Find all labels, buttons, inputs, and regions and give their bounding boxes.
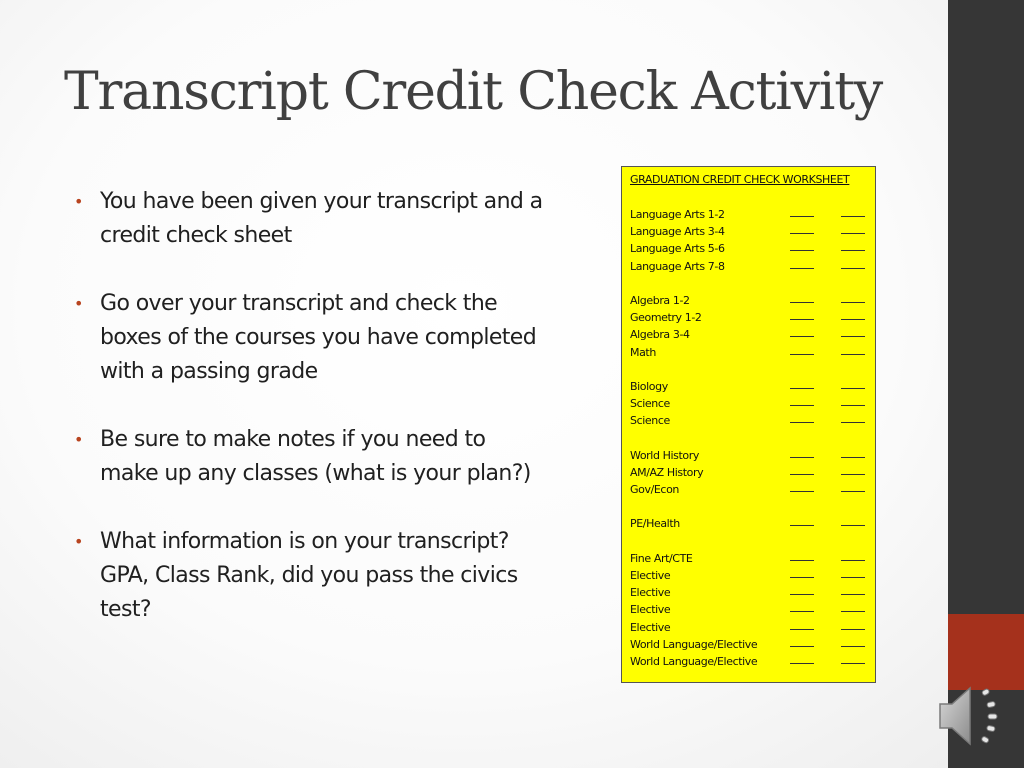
bullet-list — [74, 185, 544, 661]
worksheet-blank-line — [790, 250, 814, 251]
worksheet-blank-line — [790, 525, 814, 526]
worksheet-blank-line — [841, 611, 865, 612]
worksheet-spacer — [630, 275, 867, 292]
worksheet-blank-line — [790, 560, 814, 561]
worksheet-blank-line — [841, 250, 865, 251]
worksheet-course-row — [630, 636, 867, 653]
worksheet-blank-line — [841, 268, 865, 269]
worksheet-blank-line — [790, 422, 814, 423]
worksheet-blank-line — [841, 525, 865, 526]
worksheet-blank-line — [790, 629, 814, 630]
bullet-item — [74, 423, 544, 491]
worksheet-blank-line — [790, 354, 814, 355]
worksheet-course-row — [630, 206, 867, 223]
worksheet-course-label: AM/AZ History — [630, 465, 704, 479]
worksheet-course-label: Science — [630, 397, 670, 411]
worksheet-spacer — [630, 361, 867, 378]
speaker-icon[interactable] — [938, 682, 1008, 748]
worksheet-course-list — [630, 206, 867, 670]
worksheet-blank-line — [841, 560, 865, 561]
worksheet-course-row — [630, 601, 867, 618]
speaker-icon-graphic — [938, 682, 1008, 748]
worksheet-course-label: PE/Health — [630, 517, 680, 531]
worksheet-course-label: Elective — [630, 620, 671, 634]
worksheet-course-label: World Language/Elective — [630, 654, 758, 668]
worksheet-course-label: Language Arts 7-8 — [630, 259, 725, 273]
credit-check-worksheet-image — [621, 166, 876, 683]
worksheet-course-row — [630, 258, 867, 275]
worksheet-spacer — [630, 533, 867, 550]
worksheet-course-label: Language Arts 1-2 — [630, 208, 725, 221]
worksheet-blank-line — [790, 336, 814, 337]
worksheet-blank-line — [841, 629, 865, 630]
worksheet-blank-line — [841, 233, 865, 234]
worksheet-blank-line — [790, 319, 814, 320]
worksheet-blank-line — [841, 319, 865, 320]
worksheet-course-label: Algebra 1-2 — [630, 293, 690, 307]
worksheet-blank-line — [790, 491, 814, 492]
worksheet-blank-line — [790, 388, 814, 389]
worksheet-blank-line — [841, 594, 865, 595]
worksheet-blank-line — [790, 474, 814, 475]
worksheet-course-label: Geometry 1-2 — [630, 311, 702, 325]
worksheet-heading: GRADUATION CREDIT CHECK WORKSHEET — [630, 173, 850, 186]
worksheet-course-row — [630, 653, 867, 670]
worksheet-course-label: Language Arts 5-6 — [630, 242, 725, 256]
worksheet-course-row — [630, 515, 867, 532]
worksheet-course-label: Biology — [630, 379, 668, 393]
worksheet-course-row — [630, 326, 867, 343]
worksheet-blank-line — [841, 336, 865, 337]
worksheet-course-row — [630, 412, 867, 429]
worksheet-spacer — [630, 429, 867, 446]
bullet-item — [74, 525, 544, 627]
worksheet-course-row — [630, 481, 867, 498]
worksheet-course-label: Science — [630, 414, 670, 428]
worksheet-course-row — [630, 395, 867, 412]
bullet-text: You have been given your transcript and a credit check sheet — [100, 189, 543, 248]
worksheet-blank-line — [790, 646, 814, 647]
worksheet-blank-line — [790, 233, 814, 234]
worksheet-blank-line — [841, 302, 865, 303]
worksheet-course-label: Elective — [630, 568, 671, 582]
worksheet-blank-line — [841, 646, 865, 647]
worksheet-course-row — [630, 584, 867, 601]
bullet-text: Go over your transcript and check the boxes of the courses you have completed with a passing grade — [100, 291, 537, 384]
worksheet-blank-line — [790, 611, 814, 612]
worksheet-blank-line — [841, 422, 865, 423]
worksheet-course-row — [630, 447, 867, 464]
worksheet-course-row — [630, 309, 867, 326]
worksheet-blank-line — [790, 594, 814, 595]
worksheet-blank-line — [841, 405, 865, 406]
worksheet-blank-line — [790, 405, 814, 406]
worksheet-course-label: World History — [630, 448, 699, 462]
worksheet-blank-line — [841, 354, 865, 355]
worksheet-course-row — [630, 344, 867, 361]
worksheet-course-label: Fine Art/CTE — [630, 551, 693, 565]
worksheet-course-label: World Language/Elective — [630, 637, 758, 651]
bullet-dot-icon: • — [74, 430, 83, 449]
worksheet-blank-line — [790, 302, 814, 303]
worksheet-blank-line — [841, 491, 865, 492]
bullet-text: What information is on your transcript? GPA, Class Rank, did you pass the civics test? — [100, 529, 518, 622]
worksheet-course-row — [630, 550, 867, 567]
worksheet-course-row — [630, 292, 867, 309]
worksheet-course-label: Math — [630, 345, 656, 359]
worksheet-course-row — [630, 223, 867, 240]
worksheet-course-row — [630, 619, 867, 636]
worksheet-course-label: Gov/Econ — [630, 483, 679, 496]
worksheet-blank-line — [841, 474, 865, 475]
bullet-text: Be sure to make notes if you need to make up any classes (what is your plan?) — [100, 427, 531, 486]
worksheet-blank-line — [790, 457, 814, 458]
worksheet-course-row — [630, 240, 867, 257]
worksheet-course-label: Elective — [630, 603, 671, 617]
bullet-item — [74, 185, 544, 253]
slide-title: Transcript Credit Check Activity — [64, 62, 883, 122]
worksheet-course-label: Language Arts 3-4 — [630, 225, 725, 239]
worksheet-blank-line — [790, 663, 814, 664]
worksheet-blank-line — [790, 577, 814, 578]
worksheet-blank-line — [841, 663, 865, 664]
worksheet-course-label: Algebra 3-4 — [630, 328, 690, 342]
worksheet-course-row — [630, 378, 867, 395]
right-sidebar — [948, 0, 1024, 768]
worksheet-blank-line — [841, 388, 865, 389]
worksheet-course-label: Elective — [630, 586, 671, 600]
bullet-dot-icon: • — [74, 192, 83, 211]
bullet-dot-icon: • — [74, 532, 83, 551]
bullet-dot-icon: • — [74, 294, 83, 313]
worksheet-spacer — [630, 498, 867, 515]
worksheet-course-row — [630, 567, 867, 584]
worksheet-course-row — [630, 464, 867, 481]
worksheet-blank-line — [790, 216, 814, 217]
worksheet-blank-line — [841, 457, 865, 458]
worksheet-blank-line — [841, 577, 865, 578]
bullet-item — [74, 287, 544, 389]
worksheet-blank-line — [841, 216, 865, 217]
sidebar-accent-block — [948, 614, 1024, 690]
worksheet-blank-line — [790, 268, 814, 269]
